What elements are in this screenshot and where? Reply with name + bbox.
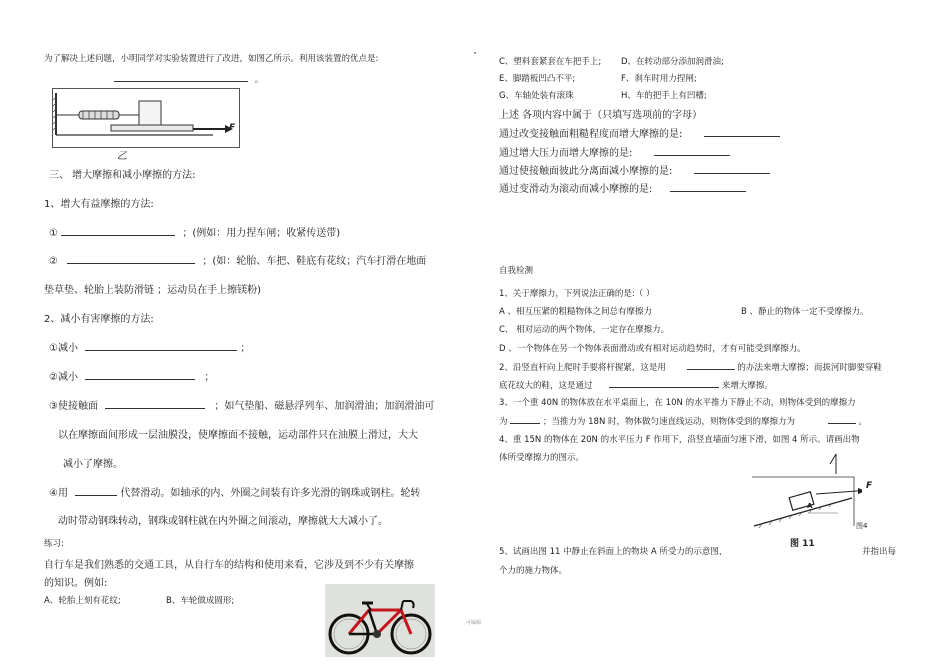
answer-blank[interactable] [609,378,719,388]
answer-blank[interactable] [828,414,856,424]
increase-method-1: ① ；(例如：用力捏车闸；收紧传送带) [49,228,341,239]
answer-blank[interactable] [85,370,195,380]
page-footer: 可编辑 [466,620,482,626]
figure-caption: 图 11 [790,539,815,549]
option-b: B、车轮做成圆形; [166,596,235,606]
answer-blank[interactable] [85,341,237,351]
option-h: H、车的把手上有凹槽; [621,91,707,101]
answer-blank[interactable] [105,399,205,409]
decrease-method-3-cont1: 以在摩擦面间形成一层油膜没，使摩擦面不接触，运动部件只在油膜上滑过，大大 [58,430,418,441]
bike-intro-line1: 自行车是我们熟悉的交通工具，从自行车的结构和使用来看，它涉及到不少有关摩擦 [44,560,414,571]
decrease-method-3-cont2: 减小了摩擦。 [63,459,123,470]
figure-number-label: 图4 [856,522,868,530]
force-label-f: F [229,123,236,133]
intro-answer-line: 。 [114,72,263,85]
figure-caption: 乙 [117,151,127,162]
question-4-line2: 体所受摩擦力的图示。 [499,453,585,463]
question-3-line2: 为 ；当推力为 18N 时，物体做匀速直线运动，则物体受到的摩擦力为 。 [499,414,867,427]
classification-prompt: 上述 各项内容中属于（只填写选项前的字母） [499,110,703,121]
increase-method-2: ② ；(如：轮胎、车把、鞋底有花纹；汽车打滑在地面 [49,256,427,267]
decrease-friction-title: 2、减小有害摩擦的方法: [44,314,154,325]
self-check-heading: 自我检测 [499,266,534,276]
section-3-title: 三、 增大摩擦和减小摩擦的方法: [49,170,196,181]
question-4-line1: 4、重 15N 的物体在 20N 的水平压力 F 作用下，沿竖直墙面匀速下滑，如图 4 所示。请画出物 [499,435,860,445]
increase-method-2-cont: 垫草垫、轮胎上装防滑链 ；运动员在手上擦镁粉) [44,285,262,296]
force-label-f: F [866,481,873,491]
question-2-line2: 底花纹大的鞋，这是通过 来增大摩擦。 [499,378,773,391]
question-1: 1、关于摩擦力，下列说法正确的是:（ ） [499,289,655,299]
q-rolling: 通过变滑动为滚动而减小摩擦的是: [499,180,746,195]
page-divider-dot [474,52,476,54]
question-5-line1: 5、试画出图 11 中静止在斜面上的物块 A 所受力的示意图， [499,547,728,557]
question-2-line1: 2、沿竖直杆向上爬时手要将杆握紧，这是用 的办法来增大摩擦；而拔河时脚要穿鞋 [499,360,882,373]
q-separate: 通过使接触面彼此分离面减小摩擦的是: [499,162,770,177]
option-f: F、刹车时用力捏闸; [621,74,697,84]
question-5-line2: 个力的施力物体。 [499,566,568,576]
q1-option-c: C、 相对运动的两个物体，一定存在摩擦力。 [499,325,670,335]
friction-apparatus-diagram [53,89,239,147]
option-e: E、脚踏板凹凸不平; [499,74,576,84]
decrease-method-1: ①减小 ； [49,343,251,354]
decrease-method-3: ③使接触面 ；如气垫船、磁悬浮列车、加润滑油；加润滑油可 [49,401,435,412]
decrease-method-4-cont: 动时带动钢珠转动，钢珠或钢柱就在内外圈之间滚动，摩擦就大大减小了。 [58,516,388,527]
block-label-a: A [807,502,813,510]
bicycle-image [325,584,435,657]
increase-friction-title: 1、增大有益摩擦的方法: [44,199,154,210]
answer-blank[interactable] [687,360,735,370]
q-pressure: 通过增大压力而增大摩擦的是: [499,144,730,159]
decrease-method-4: ④用 代替滑动。如轴承的内、外圈之间装有许多光滑的钢珠或钢柱。轮转 [49,488,421,499]
question-3-line1: 3、一个重 40N 的物体放在水平桌面上，在 10N 的水平推力下静止不动，则物体受到的摩擦力 [499,398,856,408]
bike-intro-line2: 的知识。例如: [44,578,108,589]
answer-blank[interactable] [67,254,195,264]
question-5-line1-end: 并指出每 [862,547,897,557]
q1-option-a: A 、相互压紧的粗糙物体之间总有摩擦力 [499,307,653,317]
answer-blank[interactable] [75,486,117,496]
answer-blank[interactable] [654,146,730,156]
answer-blank[interactable] [694,164,770,174]
answer-blank[interactable] [114,72,248,82]
incline-diagram [752,450,862,550]
intro-text: 为了解决上述问题，小明同学对实验装置进行了改进，如图乙所示。利用该装置的优点是: [44,54,379,64]
incline-figure [752,450,873,550]
q-roughness: 通过改变接触面粗糙程度而增大摩擦的是: [499,125,780,140]
answer-blank[interactable] [670,182,746,192]
option-d: D、在转动部分添加润滑油; [621,57,724,67]
q1-option-d: D 、一个物体在另一个物体表面滑动或有相对运动趋势时，才有可能受到摩擦力。 [499,344,806,354]
practice-heading: 练习: [44,539,64,549]
decrease-method-2: ②减小 ； [49,372,215,383]
answer-blank[interactable] [704,127,780,137]
option-c: C、塑料套紧套在车把手上; [499,57,602,67]
option-a: A、轮胎上刻有花纹; [44,596,121,606]
q1-option-b: B 、静止的物体一定不受摩擦力。 [741,307,869,317]
figure-yi [52,88,240,148]
answer-blank[interactable] [61,226,175,236]
answer-blank[interactable] [510,414,540,424]
bicycle-photo [325,584,435,657]
option-g: G、车轴处装有滚珠 [499,91,574,101]
